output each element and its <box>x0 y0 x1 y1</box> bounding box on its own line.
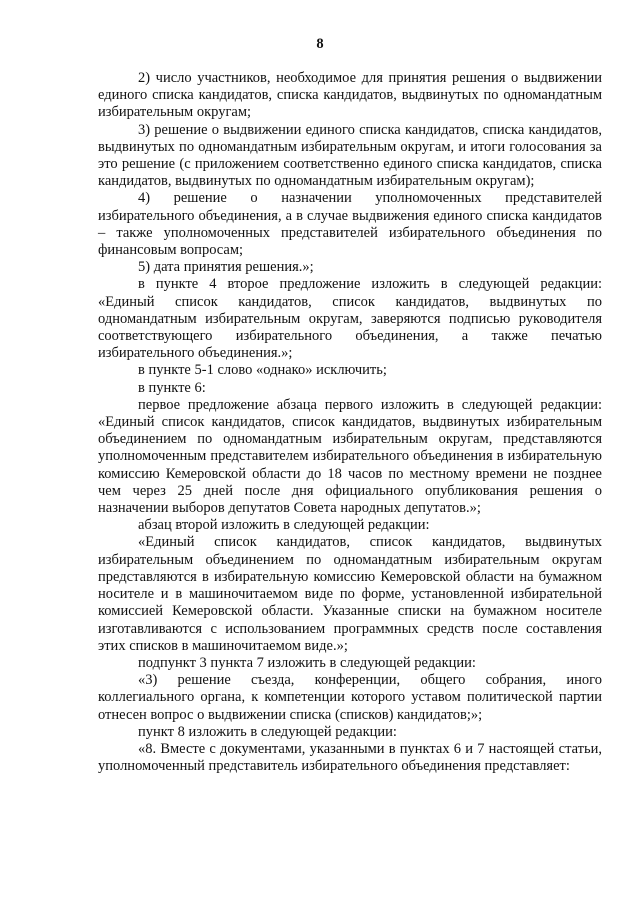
paragraph-5: в пункте 4 второе предложение изложить в следующей редакции: «Единый список кандидатов, список кандидатов, выдвинутых по одномандатным избирательным округам, заверяются подписью руководителя соответствующего избирательного объединения, а также печатью избирательного объединения.»; <box>98 276 602 362</box>
paragraph-6: в пункте 5-1 слово «однако» исключить; <box>138 362 387 379</box>
paragraph-7: в пункте 6: <box>138 379 206 396</box>
paragraph-2: 3) решение о выдвижении единого списка кандидатов, списка кандидатов, выдвинутых по одномандатным избирательным округам, и итоги голосования за это решение (с приложением соответственно единого списка кандидатов, списка кандидатов, выдвинутых по одномандатным избирательным округам); <box>98 121 602 190</box>
paragraph-8: первое предложение абзаца первого изложить в следующей редакции: «Единый список кандидатов, список кандидатов, выдвинутых избирательным объединением по одномандатным избирательным округам, представляются уполномоченным представителем избирательного объединения в избирательную комиссию Кемеровской области до 18 часов по местному времени не позднее чем через 25 дней после дня официального опубликования решения о назначении выборов депутатов Совета народных депутатов.»; <box>98 396 602 517</box>
paragraph-12: «3) решение съезда, конференции, общего собрания, иного коллегиального органа, к компетенции которого уставом политической партии отнесен вопрос о выдвижении списка (списков) кандидатов;»; <box>98 672 602 723</box>
document-body <box>98 70 602 775</box>
paragraph-1: 2) число участников, необходимое для принятия решения о выдвижении единого списка кандидатов, списка кандидатов, выдвинутых по одномандатным избирательным округам; <box>98 70 602 121</box>
paragraph-10: «Единый список кандидатов, список кандидатов, выдвинутых избирательным объединением по одномандатным избирательным округам представляются в избирательную комиссию Кемеровской области на бумажном носителе и в машиночитаемом виде по форме, установленной избирательной комиссией Кемеровской области. Указанные списки на бумажном носителе изготавливаются с использованием программных средств после составления этих списков в машиночитаемом виде.»; <box>98 534 602 654</box>
paragraph-3: 4) решение о назначении уполномоченных представителей избирательного объединения, а в случае выдвижения единого списка кандидатов – также уполномоченных представителей избирательного объединения по финансовым вопросам; <box>98 190 602 259</box>
paragraph-9: абзац второй изложить в следующей редакции: <box>138 517 430 534</box>
paragraph-11: подпункт 3 пункта 7 изложить в следующей редакции: <box>138 654 476 671</box>
page-number: 8 <box>316 36 324 52</box>
paragraph-14: «8. Вместе с документами, указанными в пунктах 6 и 7 настоящей статьи, уполномоченный представитель избирательного объединения представляет: <box>98 740 602 775</box>
paragraph-4: 5) дата принятия решения.»; <box>138 259 314 276</box>
paragraph-13: пункт 8 изложить в следующей редакции: <box>138 723 397 740</box>
